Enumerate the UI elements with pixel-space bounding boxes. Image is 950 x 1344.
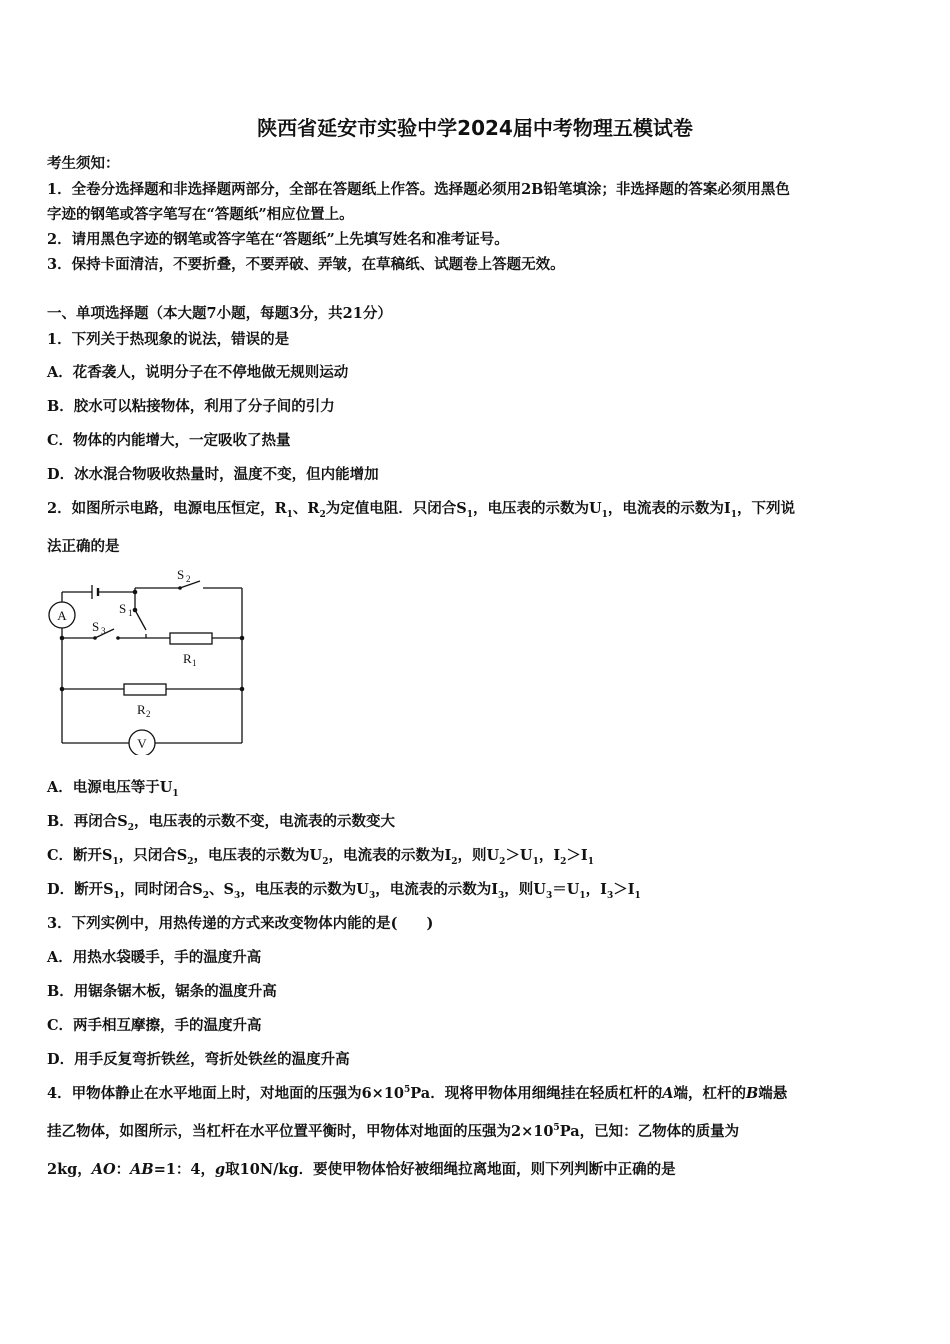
q2-option-b: B．再闭合$S_2$，电压表的示数不变，电流表的示数变大 xyxy=(47,813,395,833)
section-heading: 一、单项选择题（本大题7小题，每题3分，共21分） xyxy=(47,305,392,322)
notice-heading: 考生须知： xyxy=(47,155,120,172)
label-s1: S xyxy=(119,601,127,616)
q2-option-d: D．断开$S_1$，同时闭合$S_2$、$S_3$，电压表的示数为$U_3$，电流表的示数为$I_3$，则$U_3=U_1$，$I_3>I_1$ xyxy=(47,881,641,901)
q2-option-c: C．断开$S_1$，只闭合$S_2$，电压表的示数为$U_2$，电流表的示数为$I_2$，则$U_2>U_1$，$I_2>I_1$ xyxy=(47,847,594,867)
svg-text:1: 1 xyxy=(192,658,197,668)
q1-option-d: D．冰水混合物吸收热量时，温度不变，但内能增加 xyxy=(47,466,379,483)
q3-option-c: C．两手相互摩擦，手的温度升高 xyxy=(47,1017,262,1034)
notice-item: 字迹的钢笔或答字笔写在“答题纸”相应位置上。 xyxy=(47,206,354,223)
q4-stem-line1: 4．甲物体静止在水平地面上时，对地面的压强为$6\times 10^5Pa$．现将甲物体用细绳挂在轻质杠杆的A端，杠杆的B端悬 xyxy=(47,1085,788,1102)
svg-text:3: 3 xyxy=(101,626,106,636)
page-title: 陕西省延安市实验中学2024届中考物理五模试卷 xyxy=(257,116,693,140)
q2-stem: 2．如图所示电路，电源电压恒定，$R_1$、$R_2$为定值电阻．只闭合$S_1$，电压表的示数为$U_1$，电流表的示数为$I_1$，下列说 xyxy=(47,500,795,520)
label-r1: R xyxy=(183,651,192,666)
label-r2: R xyxy=(137,702,146,717)
q3-option-d: D．用手反复弯折铁丝，弯折处铁丝的温度升高 xyxy=(47,1051,350,1068)
label-s2: S xyxy=(177,567,185,582)
q3-option-b: B．用锯条锯木板，锯条的温度升高 xyxy=(47,983,277,1000)
svg-text:1: 1 xyxy=(128,608,133,618)
circuit-diagram xyxy=(40,565,260,755)
voltmeter-icon xyxy=(129,730,155,755)
svg-text:2: 2 xyxy=(186,574,191,584)
q1-option-a: A．花香袭人，说明分子在不停地做无规则运动 xyxy=(47,364,349,381)
svg-text:V: V xyxy=(137,736,147,751)
q1-option-b: B．胶水可以粘接物体，利用了分子间的引力 xyxy=(47,398,335,415)
q3-stem: 3．下列实例中，用热传递的方式来改变物体内能的是( ) xyxy=(47,915,434,932)
q4-stem-line2: 挂乙物体，如图所示，当杠杆在水平位置平衡时，甲物体对地面的压强为$2\times 10^5Pa$，已知：乙物体的质量为 xyxy=(47,1123,740,1140)
q3-option-a: A．用热水袋暖手，手的温度升高 xyxy=(47,949,262,966)
ammeter-icon xyxy=(49,602,75,628)
notice-item: 1．全卷分选择题和非选择题两部分，全部在答题纸上作答。选择题必须用2B铅笔填涂；非选择题的答案必须用黑色 xyxy=(47,181,790,198)
notice-item: 2．请用黑色字迹的钢笔或答字笔在“答题纸”上先填写姓名和准考证号。 xyxy=(47,231,509,248)
q1-option-c: C．物体的内能增大，一定吸收了热量 xyxy=(47,432,291,449)
q2-option-a: A．电源电压等于$U_1$ xyxy=(47,779,179,799)
q2-stem-cont: 法正确的是 xyxy=(47,538,120,555)
notice-item: 3．保持卡面清洁，不要折叠，不要弄破、弄皱，在草稿纸、试题卷上答题无效。 xyxy=(47,256,565,273)
q1-stem: 1．下列关于热现象的说法，错误的是 xyxy=(47,331,290,348)
q4-stem-line3: 2kg，AO：AB=1：4，g取10N/kg．要使甲物体恰好被细绳拉离地面，则下列判断中正确的是 xyxy=(47,1161,676,1178)
svg-text:2: 2 xyxy=(146,709,151,719)
svg-text:A: A xyxy=(57,608,67,623)
label-s3: S xyxy=(92,619,100,634)
